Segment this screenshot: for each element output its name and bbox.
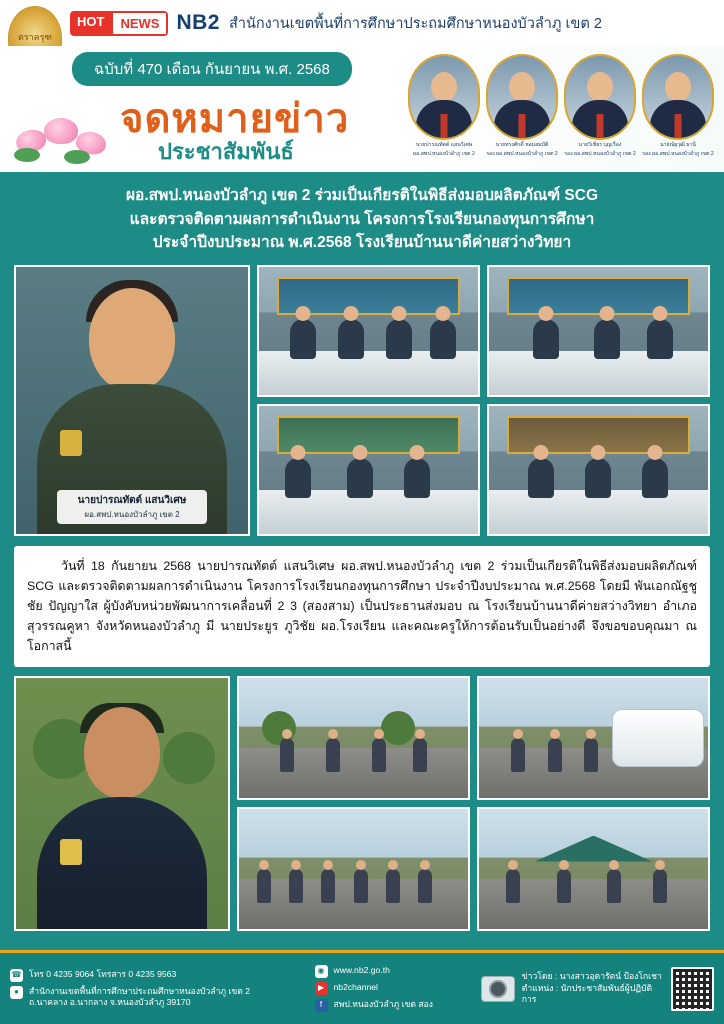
footer-youtube-row[interactable] (315, 982, 482, 995)
avatar (408, 54, 480, 157)
hot-news-badge (70, 11, 168, 36)
photo-hero-officer (14, 676, 230, 931)
avatar-name: นายทรงศักดิ์ หอมสมบัติ (495, 142, 549, 148)
avatar-role: รอง ผอ.สพป.หนองบัวลำภู เขต 2 (642, 150, 714, 157)
footer-website[interactable]: www.nb2.go.th (333, 965, 390, 975)
photo-meeting-1 (257, 265, 480, 397)
office-name: สำนักงานเขตพื้นที่การศึกษาประถมศึกษาหนองบัวลำภู เขต 2 (228, 15, 602, 32)
article-body (14, 546, 710, 667)
photo-group-1 (237, 807, 470, 931)
article-paragraph: วันที่ 18 กันยายน 2568 นายปารณทัตต์ แสนวิเศษ ผอ.สพป.หนองบัวลำภู เขต 2 ร่วมเป็นเกียรติในพิธีส่งมอบผลิตภัณฑ์ SCG และตรวจติดตามผลการดำเนินงาน โครงการโรงเรียนกองทุนการศึกษา ประจำปีงบประมาณ พ.ศ.2568 โดยมี พันเอกณัฐชูชัย ปัญญาใส ผู้บังคับหน่วยพัฒนาการเคลื่อนที่ 2 3 (สองสาม) เป็นประธานส่งมอบ ณ โรงเรียนบ้านนาดีค่ายสว่างวิทยา อำเภอสุวรรณคูหา จังหวัดหนองบัวลำภู มี นายประยูร ภูวิชัย ผอ.โรงเรียน และคณะครูให้การต้อนรับเป็นอย่างดี จึงขอขอบคุณมา ณ โอกาสนี้ (27, 558, 697, 654)
avatar-role: ผอ.สพป.หนองบัวลำภู เขต 2 (413, 150, 475, 157)
page-subtitle: ประชาสัมพันธ์ (158, 139, 294, 164)
nb2-logo: NB2 (176, 11, 220, 34)
photo-grid-top (14, 265, 710, 536)
footer-phone: โทร 0 4235 9064 โทรสาร 0 4235 9563 (29, 968, 177, 979)
nameplate-role: ผอ.สพป.หนองบัวลำภู เขต 2 (84, 509, 180, 519)
footer-social-column (315, 965, 482, 1012)
facebook-icon: f (315, 999, 328, 1012)
page-header (0, 0, 724, 172)
avatar-name: นายวิเชียร บุญเรือง (578, 142, 622, 148)
footer-credit-block (481, 967, 714, 1011)
photo-nameplate (57, 490, 207, 524)
header-title-area (0, 46, 724, 172)
photo-outdoor-2 (477, 676, 710, 800)
footer-website-row[interactable] (315, 965, 482, 978)
youtube-icon: ▶ (315, 982, 328, 995)
footer-address-line-2: ถ.นาคลาง อ.นากลาง จ.หนองบัวลำภู 39170 (29, 997, 191, 1007)
headline-line-2: และตรวจติดตามผลการดำเนินงาน โครงการโรงเรียนกองทุนการศึกษา (129, 210, 595, 228)
footer-facebook[interactable]: สพป.หนองบัวลำภู เขต สอง (333, 999, 433, 1009)
page-title: จดหมายข่าว (120, 97, 350, 141)
footer-address-line-1: สำนักงานเขตพื้นที่การศึกษาประถมศึกษาหนองบัวลำภู เขต 2 (29, 985, 251, 996)
photo-meeting-2 (487, 265, 710, 397)
news-label: NEWS (111, 11, 168, 36)
avatar-role: รอง ผอ.สพป.หนองบัวลำภู เขต 2 (564, 150, 636, 157)
headline-block (0, 172, 724, 265)
photo-meeting-3 (257, 404, 480, 536)
location-icon: ● (10, 986, 23, 999)
phone-icon: ☎ (10, 969, 23, 982)
photo-meeting-4 (487, 404, 710, 536)
issue-badge: ฉบับที่ 470 เดือน กันยายน พ.ศ. 2568 (72, 52, 352, 86)
avatar-role: รอง ผอ.สพป.หนองบัวลำภู เขต 2 (486, 150, 558, 157)
avatar-name: นายณัฐวุฒิ ธานี (660, 142, 696, 148)
headline-line-3: ประจำปีงบประมาณ พ.ศ.2568 โรงเรียนบ้านนาดีค่ายสว่างวิทยา (152, 234, 572, 252)
globe-icon: ◉ (315, 965, 328, 978)
avatar (642, 54, 714, 157)
footer-facebook-row[interactable] (315, 999, 482, 1012)
headline-line-1: ผอ.สพป.หนองบัวลำภู เขต 2 ร่วมเป็นเกียรติในพิธีส่งมอบผลิตภัณฑ์ SCG (125, 187, 599, 204)
emblem-label: ตราครุฑ (17, 32, 53, 43)
page-footer (0, 950, 724, 1024)
footer-youtube[interactable]: nb2channel (333, 982, 378, 992)
camera-icon (481, 976, 514, 1002)
footer-phone-row (10, 969, 305, 982)
nameplate-name: นายปารณทัตต์ แสนวิเศษ (77, 494, 187, 506)
hot-label: HOT (70, 11, 111, 36)
qr-code-icon[interactable] (671, 967, 714, 1011)
footer-address-row (10, 986, 305, 1008)
avatar (564, 54, 636, 157)
photo-grid-bottom (14, 676, 710, 931)
footer-contact-column (10, 969, 305, 1008)
credit-position: ตำแหน่ง : นักประชาสัมพันธ์ผู้ปฏิบัติการ (521, 982, 653, 1005)
credit-reporter: ข่าวโดย : นางสาวอุดารัตน์ ป้องโกเชา (521, 971, 662, 982)
photo-outdoor-1 (237, 676, 470, 800)
executive-portrait-row (408, 54, 714, 157)
photo-group-2 (477, 807, 710, 931)
avatar (486, 54, 558, 157)
lotus-decoration-icon (14, 112, 114, 168)
header-top-bar (0, 0, 724, 46)
photo-hero-director (14, 265, 250, 536)
avatar-name: นายปารณทัตต์ แสนวิเศษ (415, 142, 473, 148)
